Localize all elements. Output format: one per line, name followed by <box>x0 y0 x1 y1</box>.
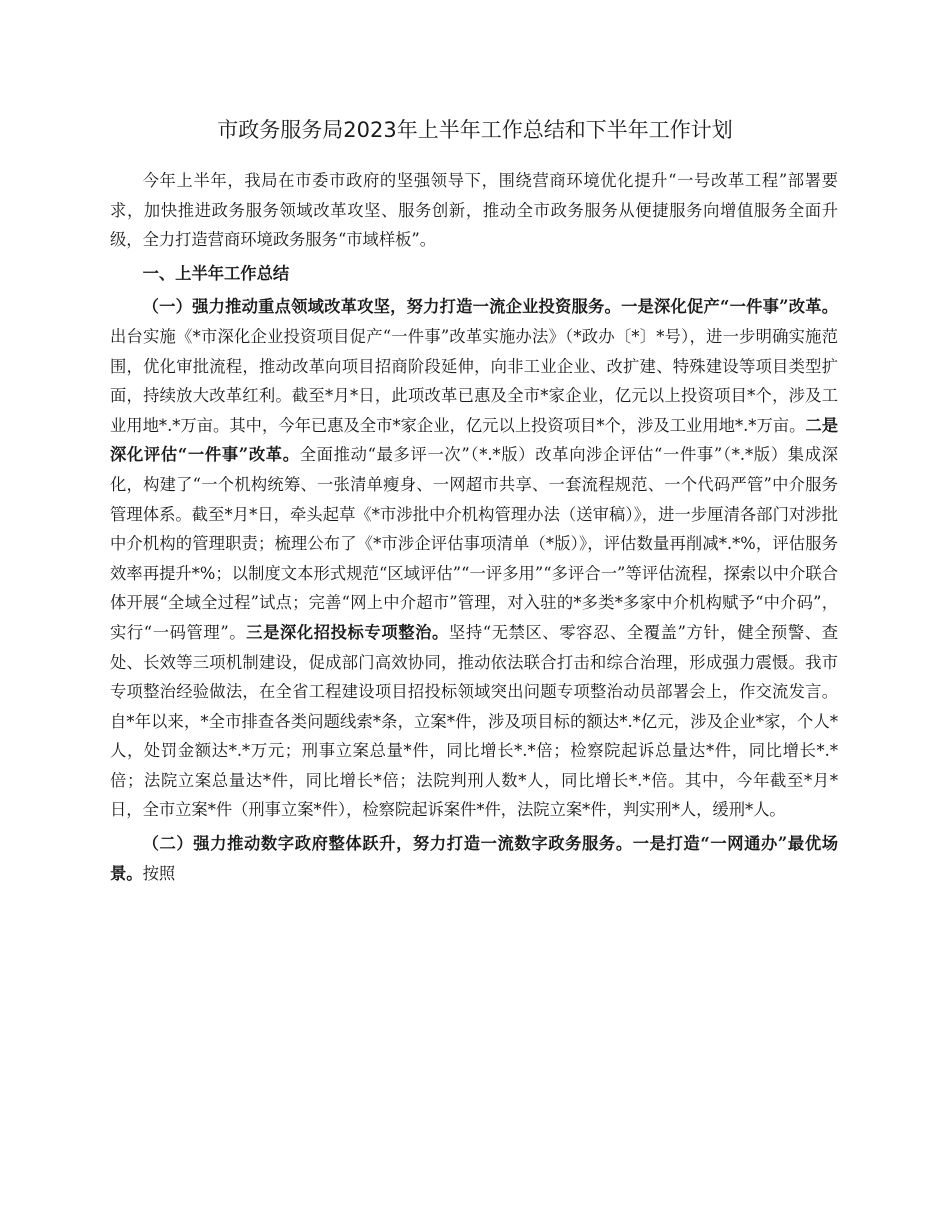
subsection-2-paragraph <box>110 829 838 888</box>
subsection-1-heading: （一）强力推动重点领域改革攻坚，努力打造一流企业投资服务。 <box>142 297 622 317</box>
document-title: 市政务服务局2023年上半年工作总结和下半年工作计划 <box>217 118 733 142</box>
subsection-1-item-3-title: 三是深化招投标专项整治。 <box>246 622 449 642</box>
subsection-2-item-1-title: 一是打造“一网通办”最优场景。 <box>110 834 838 883</box>
subsection-1-paragraph <box>110 292 838 825</box>
subsection-1-item-2-title: 二是深化评估“一件事”改革。 <box>110 415 838 465</box>
subsection-2-item-1-text: 按照 <box>142 863 176 883</box>
subsection-2-heading: （二）强力推动数字政府整体跃升，努力打造一流数字政务服务。 <box>142 834 633 854</box>
intro-paragraph: 今年上半年，我局在市委市政府的坚强领导下，围绕营商环境优化提升“一号改革工程”部署要求，加快推进政务服务领域改革攻坚、服务创新，推动全市政务服务从便捷服务向增值服务全面升级，全力打造营商环境政务服务“市域样板”。 <box>110 171 838 250</box>
subsection-1-item-3-text: 坚持“无禁区、零容忍、全覆盖”方针，健全预警、查处、长效等三项机制建设，促成部门高效协同，推动依法联合打击和综合治理，形成强力震慑。我市专项整治经验做法，在全省工程建设项目招投标领域突出问题专项整治动员部署会上，作交流发言。自*年以来，*全市排查各类问题线索*条，立案*件，涉及项目标的额达*.*亿元，涉及企业*家，个人*人，处罚金额达*.*万元；刑事立案总量*件，同比增长*.*倍；检察院起诉总量达*件，同比增长*.*倍；法院立案总量达*件，同比增长*倍；法院判刑人数*人，同比增长*.*倍。其中，今年截至*月*日，全市立案*件（刑事立案*件），检察院起诉案件*件，法院立案*件，判实刑*人，缓刑*人。 <box>110 622 838 820</box>
subsection-1-item-1-text: 出台实施《*市深化企业投资项目促产“一件事”改革实施办法》（*政办〔*〕*号），进一步明确实施范围，优化审批流程，推动改革向项目招商阶段延伸，向非工业企业、改扩建、特殊建设等项目类型扩面，持续放大改革红利。截至*月*日，此项改革已惠及全市*家企业，亿元以上投资项目*个，涉及工业用地*.*万亩。其中，今年已惠及全市*家企业，亿元以上投资项目*个，涉及工业用地*.*万亩。 <box>110 326 838 435</box>
document-body <box>110 166 838 890</box>
subsection-1-item-1-title: 一是深化促产“一件事”改革。 <box>621 297 838 317</box>
subsection-1-item-2-text: 全面推动“最多评一次”（*.*版）改革向涉企评估“一件事”（*.*版）集成深化，构建了“一个机构统筹、一张清单瘦身、一网超市共享、一套流程规范、一个代码严管”中介服务管理体系。截至*月*日，牵头起草《*市涉批中介机构管理办法（送审稿）》，进一步厘清各部门对涉批中介机构的管理职责；梳理公布了《*市涉企评估事项清单（*版）》，评估数量再削减*.*%，评估服务效率再提升*%；以制度文本形式规范“区域评估”“一评多用”“多评合一”等评估流程，探索以中介联合体开展“全域全过程”试点；完善“网上中介超市”管理，对入驻的*多类*多家中介机构赋予“中介码”，实行“一码管理”。 <box>110 445 838 642</box>
section-heading-first-half-summary: 一、上半年工作总结 <box>142 263 290 283</box>
